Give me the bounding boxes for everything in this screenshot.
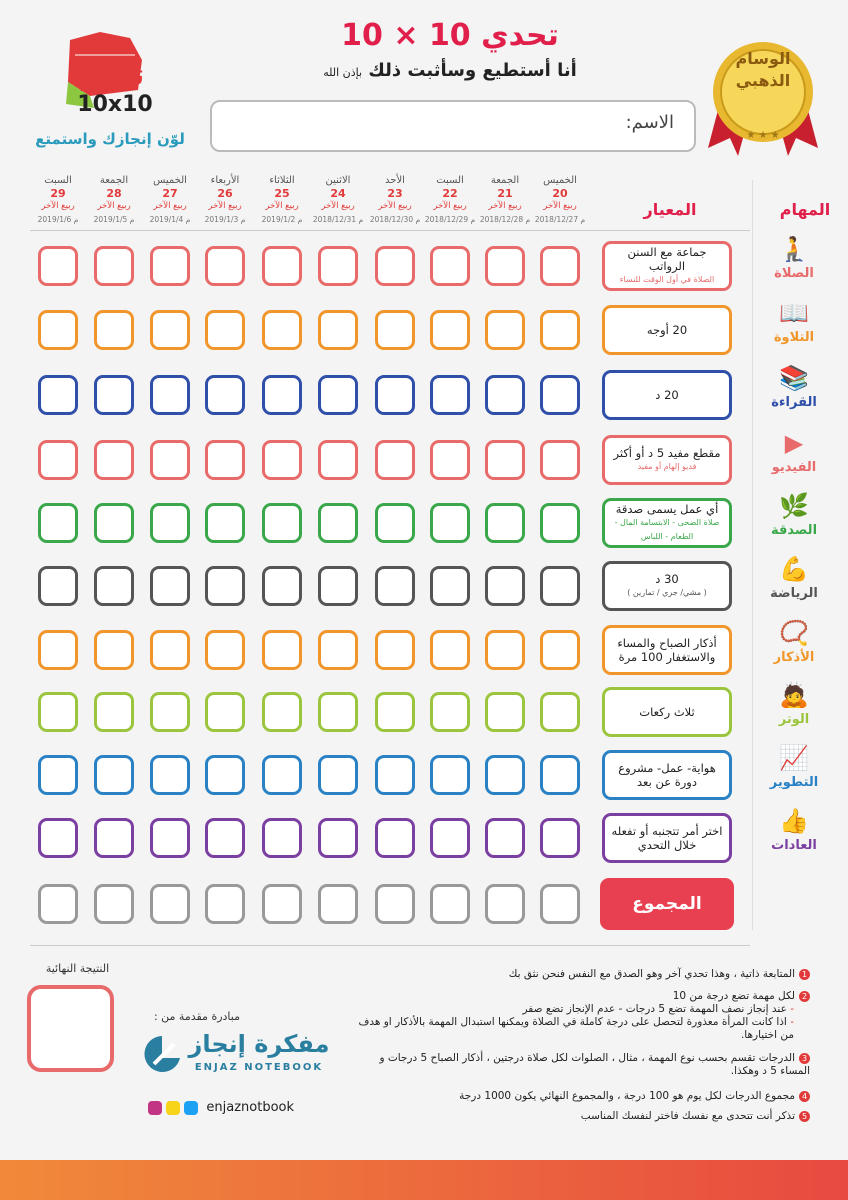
- score-box[interactable]: [94, 246, 134, 286]
- criteria-main: ثلاث ركعات: [639, 705, 695, 719]
- criteria-main: 20 د: [655, 388, 679, 402]
- task-label: الأذكار: [773, 650, 815, 665]
- note-subtext: اذا كانت المرأة معذورة لتحصل على درجة كاملة في الصلاة ويمكنها استبدال المهمة بالأذكار او هدف من اختيارها.: [358, 1016, 794, 1041]
- gregorian-date: 2019/1/3 م: [204, 215, 246, 224]
- score-box[interactable]: [485, 440, 525, 480]
- score-box[interactable]: [150, 375, 190, 415]
- criteria-box: [602, 687, 732, 737]
- day-number: 23: [387, 187, 403, 200]
- logo-number: 10x10: [77, 92, 153, 117]
- score-box[interactable]: [38, 630, 78, 670]
- task-item: [754, 554, 834, 601]
- muscle-icon: 💪: [779, 555, 809, 583]
- task-item: [754, 428, 834, 475]
- criteria-sub: فديو إلهام أو مفيد: [637, 462, 697, 471]
- task-label: الوتر: [778, 712, 810, 727]
- score-box[interactable]: [375, 503, 415, 543]
- total-box[interactable]: [375, 884, 415, 924]
- day-name: الأحد: [385, 175, 405, 186]
- day-name: السبت: [436, 175, 464, 186]
- score-box[interactable]: [150, 818, 190, 858]
- note-text: الدرجات تقسم بحسب نوع المهمة ، مثال ، الصلوات لكل صلاة درجتين ، أذكار الصباح 5 درجات و المساء 5 د وهكذا.: [379, 1052, 810, 1077]
- score-box[interactable]: [485, 375, 525, 415]
- criteria-box: [602, 813, 732, 863]
- note-number: 5: [799, 1111, 810, 1122]
- score-box[interactable]: [38, 692, 78, 732]
- score-box[interactable]: [150, 566, 190, 606]
- score-box[interactable]: [318, 630, 358, 670]
- score-box[interactable]: [430, 246, 470, 286]
- medal-text: [726, 48, 800, 92]
- score-box[interactable]: [94, 692, 134, 732]
- score-box[interactable]: [318, 375, 358, 415]
- note-item: [350, 990, 810, 1042]
- score-box[interactable]: [38, 246, 78, 286]
- note-text: تذكر أنت تتحدى مع نفسك فاختر لنفسك المناسب: [580, 1110, 795, 1122]
- criteria-box: [602, 561, 732, 611]
- criteria-main: مقطع مفيد 5 د أو أكثر: [613, 446, 721, 460]
- score-box[interactable]: [38, 818, 78, 858]
- task-label: التلاوة: [773, 330, 815, 345]
- score-box[interactable]: [540, 440, 580, 480]
- subtitle-small: بإذن الله: [323, 66, 363, 79]
- day-header: [369, 174, 421, 226]
- score-box[interactable]: [430, 440, 470, 480]
- task-item: [754, 618, 834, 665]
- books-icon: 📚: [779, 364, 809, 392]
- criteria-box: [602, 498, 732, 548]
- bottom-divider: [30, 945, 750, 946]
- criteria-main: اختر أمر تتجنبه أو تفعله خلال التحدي: [611, 824, 723, 852]
- score-box[interactable]: [94, 566, 134, 606]
- task-item: [754, 363, 834, 410]
- final-result-box[interactable]: [27, 985, 114, 1072]
- hijri-month: ربيع الآخر: [208, 201, 242, 211]
- score-box[interactable]: [262, 692, 302, 732]
- criteria-box: [602, 241, 732, 291]
- criteria-header: المعيار: [643, 200, 697, 219]
- prostrate-icon: 🙇: [779, 681, 809, 709]
- day-number: 28: [106, 187, 122, 200]
- score-box[interactable]: [262, 440, 302, 480]
- score-box[interactable]: [540, 692, 580, 732]
- gregorian-date: 2019/1/4 م: [149, 215, 191, 224]
- task-item: [754, 234, 834, 281]
- criteria-box: [602, 435, 732, 485]
- criteria-main: أذكار الصباح والمساء والاستغفار 100 مرة: [617, 636, 717, 664]
- instagram-icon[interactable]: [148, 1101, 162, 1115]
- total-box[interactable]: [94, 884, 134, 924]
- day-name: الأربعاء: [210, 175, 240, 186]
- score-box[interactable]: [262, 566, 302, 606]
- hijri-month: ربيع الآخر: [488, 201, 522, 211]
- day-name: الجمعة: [99, 175, 129, 186]
- criteria-box: [602, 625, 732, 675]
- score-box[interactable]: [540, 755, 580, 795]
- score-box[interactable]: [262, 503, 302, 543]
- hijri-month: ربيع الآخر: [265, 201, 299, 211]
- day-header: [312, 174, 364, 226]
- task-label: القراءة: [771, 395, 817, 410]
- score-box[interactable]: [94, 818, 134, 858]
- twitter-icon[interactable]: [184, 1101, 198, 1115]
- score-box[interactable]: [375, 440, 415, 480]
- score-box[interactable]: [430, 503, 470, 543]
- medal-line2: الذهبي: [735, 71, 791, 90]
- total-box[interactable]: [205, 884, 245, 924]
- name-field[interactable]: [210, 100, 696, 152]
- score-box[interactable]: [485, 566, 525, 606]
- score-box[interactable]: [485, 692, 525, 732]
- score-box[interactable]: [540, 818, 580, 858]
- score-box[interactable]: [205, 503, 245, 543]
- criteria-box: [602, 750, 732, 800]
- score-box[interactable]: [205, 566, 245, 606]
- note-item: [350, 1090, 810, 1103]
- task-label: العادات: [771, 838, 817, 853]
- subtitle-text: أنا أستطيع وسأثبت ذلك: [368, 60, 577, 81]
- note-number: 2: [799, 991, 810, 1002]
- day-header: [534, 174, 586, 226]
- note-subline: - اذا كانت المرأة معذورة لتحصل على درجة كاملة في الصلاة ويمكنها استبدال المهمة بالأذكار او هدف من اختيارها.: [358, 1016, 794, 1041]
- day-number: 26: [217, 187, 233, 200]
- criteria-sub: الصلاة في أول الوقت للنساء: [619, 275, 715, 284]
- score-box[interactable]: [485, 246, 525, 286]
- score-box[interactable]: [375, 755, 415, 795]
- day-number: 20: [552, 187, 568, 200]
- score-box[interactable]: [150, 503, 190, 543]
- day-name: الاثنين: [325, 175, 351, 186]
- final-result-label: النتيجة النهائية: [45, 962, 110, 975]
- hijri-month: ربيع الآخر: [543, 201, 577, 211]
- tasks-header: المهام: [779, 200, 831, 219]
- score-box[interactable]: [94, 755, 134, 795]
- score-box[interactable]: [150, 630, 190, 670]
- score-box[interactable]: [94, 310, 134, 350]
- day-header: [424, 174, 476, 226]
- score-box[interactable]: [540, 630, 580, 670]
- enjaz-logo-icon: [142, 1034, 182, 1080]
- score-box[interactable]: [375, 310, 415, 350]
- day-number: 21: [497, 187, 513, 200]
- note-text: مجموع الدرجات لكل يوم هو 100 درجة ، والمجموع النهائي يكون 1000 درجة: [459, 1090, 795, 1102]
- page-subtitle: [250, 60, 650, 81]
- total-box[interactable]: [262, 884, 302, 924]
- score-box[interactable]: [205, 630, 245, 670]
- task-item: [754, 298, 834, 345]
- gregorian-date: 2018/12/31 م: [312, 215, 364, 224]
- growth-chart-icon: 📈: [779, 744, 809, 772]
- criteria-main: جماعة مع السنن الرواتب: [627, 245, 707, 273]
- note-subtext: عند إنجاز نصف المهمة تضع 5 درجات - عدم الإنجاز تضع صفر: [522, 1003, 787, 1015]
- note-item: [350, 968, 810, 981]
- score-box[interactable]: [150, 246, 190, 286]
- logo-title: تحدي: [71, 58, 145, 91]
- score-box[interactable]: [205, 818, 245, 858]
- score-box[interactable]: [94, 503, 134, 543]
- criteria-sub: ( مشي/ جري / تمارين ): [627, 588, 707, 597]
- day-name: الخميس: [543, 175, 577, 186]
- score-box[interactable]: [205, 310, 245, 350]
- total-box[interactable]: [485, 884, 525, 924]
- tasks-divider: [752, 180, 753, 930]
- task-label: الفيديو: [771, 460, 817, 475]
- criteria-box: [602, 305, 732, 355]
- hijri-month: ربيع الآخر: [153, 201, 187, 211]
- task-item: [754, 680, 834, 727]
- name-label: الاسم:: [625, 112, 674, 133]
- score-box[interactable]: [485, 818, 525, 858]
- criteria-main: هواية- عمل- مشروع دورة عن بعد: [618, 761, 716, 789]
- score-box[interactable]: [540, 310, 580, 350]
- score-box[interactable]: [430, 755, 470, 795]
- score-box[interactable]: [430, 375, 470, 415]
- score-box[interactable]: [38, 310, 78, 350]
- score-box[interactable]: [262, 755, 302, 795]
- score-box[interactable]: [262, 310, 302, 350]
- task-item: [754, 491, 834, 538]
- score-box[interactable]: [262, 630, 302, 670]
- note-item: [350, 1052, 810, 1078]
- score-box[interactable]: [262, 818, 302, 858]
- note-item: [350, 1110, 810, 1123]
- day-header: [88, 174, 140, 226]
- total-label: المجموع: [600, 878, 734, 930]
- task-item: [754, 743, 834, 790]
- score-box[interactable]: [38, 440, 78, 480]
- criteria-main: 20 أوجه: [646, 323, 688, 337]
- score-box[interactable]: [318, 503, 358, 543]
- social-row: [148, 1100, 348, 1120]
- score-box[interactable]: [205, 440, 245, 480]
- page-title: تحدي 10 × 10: [341, 18, 559, 53]
- note-subline: - عند إنجاز نصف المهمة تضع 5 درجات - عدم الإنجاز تضع صفر: [522, 1003, 794, 1015]
- total-box[interactable]: [150, 884, 190, 924]
- gregorian-date: 2018/12/30 م: [369, 215, 421, 224]
- score-box[interactable]: [430, 630, 470, 670]
- score-box[interactable]: [485, 755, 525, 795]
- task-label: الصلاة: [774, 266, 814, 281]
- note-number: 1: [799, 969, 810, 980]
- day-header: [256, 174, 308, 226]
- day-name: السبت: [44, 175, 72, 186]
- score-box[interactable]: [318, 440, 358, 480]
- score-box[interactable]: [485, 310, 525, 350]
- gregorian-date: 2018/12/27 م: [534, 215, 586, 224]
- score-box[interactable]: [318, 692, 358, 732]
- note-number: 3: [799, 1053, 810, 1064]
- score-box[interactable]: [318, 566, 358, 606]
- note-text: المتابعة ذاتية ، وهذا تحدي آخر وهو الصدق مع النفس فنحن نثق بك: [508, 968, 795, 980]
- score-box[interactable]: [205, 375, 245, 415]
- brand-ar: مفكرة إنجاز: [188, 1030, 330, 1058]
- score-box[interactable]: [430, 566, 470, 606]
- score-box[interactable]: [262, 246, 302, 286]
- day-number: 27: [162, 187, 178, 200]
- beads-icon: 📿: [779, 619, 809, 647]
- score-box[interactable]: [375, 692, 415, 732]
- score-box[interactable]: [94, 630, 134, 670]
- score-box[interactable]: [540, 503, 580, 543]
- brand-en: ENJAZ NOTEBOOK: [194, 1062, 324, 1073]
- video-icon: ▶: [784, 429, 804, 457]
- task-label: الرياضة: [770, 586, 818, 601]
- total-box[interactable]: [540, 884, 580, 924]
- hijri-month: ربيع الآخر: [41, 201, 75, 211]
- score-box[interactable]: [375, 818, 415, 858]
- criteria-sub: صلاة الضحى - الابتسامة المال - الطعام - اللباس: [614, 518, 720, 541]
- day-number: 24: [330, 187, 346, 200]
- header-divider: [30, 230, 750, 231]
- day-name: الثلاثاء: [269, 175, 295, 186]
- task-label: الصدقة: [770, 523, 818, 538]
- score-box[interactable]: [318, 246, 358, 286]
- score-box[interactable]: [205, 246, 245, 286]
- initiative-label: مبادرة مقدمة من :: [153, 1010, 240, 1023]
- score-box[interactable]: [150, 755, 190, 795]
- medal-line1: الوسام: [735, 49, 791, 68]
- tagline: لوّن إنجازك واستمتع: [35, 130, 185, 148]
- brand-block: [140, 1030, 340, 1090]
- score-box[interactable]: [375, 630, 415, 670]
- day-number: 25: [274, 187, 290, 200]
- leaf-icon: 🌿: [779, 492, 809, 520]
- hijri-month: ربيع الآخر: [378, 201, 412, 211]
- score-box[interactable]: [375, 566, 415, 606]
- day-name: الخميس: [153, 175, 187, 186]
- criteria-main: 30 د: [655, 572, 679, 586]
- note-number: 4: [799, 1091, 810, 1102]
- day-header: [32, 174, 84, 226]
- total-box[interactable]: [318, 884, 358, 924]
- score-box[interactable]: [205, 692, 245, 732]
- hijri-month: ربيع الآخر: [433, 201, 467, 211]
- score-box[interactable]: [540, 246, 580, 286]
- score-box[interactable]: [540, 375, 580, 415]
- score-box[interactable]: [94, 375, 134, 415]
- score-box[interactable]: [430, 310, 470, 350]
- score-box[interactable]: [150, 692, 190, 732]
- score-box[interactable]: [38, 566, 78, 606]
- score-box[interactable]: [318, 755, 358, 795]
- total-box[interactable]: [38, 884, 78, 924]
- criteria-box: [602, 370, 732, 420]
- score-box[interactable]: [485, 630, 525, 670]
- day-header: [199, 174, 251, 226]
- score-box[interactable]: [318, 310, 358, 350]
- score-box[interactable]: [540, 566, 580, 606]
- score-box[interactable]: [38, 503, 78, 543]
- total-box[interactable]: [430, 884, 470, 924]
- score-box[interactable]: [485, 503, 525, 543]
- note-text: لكل مهمة تضع درجة من 10: [672, 990, 795, 1002]
- score-box[interactable]: [205, 755, 245, 795]
- score-box[interactable]: [150, 310, 190, 350]
- gregorian-date: 2018/12/28 م: [479, 215, 531, 224]
- gregorian-date: 2018/12/29 م: [424, 215, 476, 224]
- social-handle[interactable]: enjaznotbook: [206, 1100, 295, 1115]
- gregorian-date: 2019/1/6 م: [37, 215, 79, 224]
- day-number: 29: [50, 187, 66, 200]
- gregorian-date: 2019/1/5 م: [93, 215, 135, 224]
- gregorian-date: 2019/1/2 م: [261, 215, 303, 224]
- hijri-month: ربيع الآخر: [97, 201, 131, 211]
- score-box[interactable]: [150, 440, 190, 480]
- score-box[interactable]: [375, 246, 415, 286]
- score-box[interactable]: [38, 375, 78, 415]
- day-number: 22: [442, 187, 458, 200]
- svg-text:★ ★ ★: ★ ★ ★: [746, 130, 780, 141]
- task-item: [754, 806, 834, 853]
- day-header: [144, 174, 196, 226]
- footer-bar: [0, 1160, 848, 1200]
- score-box[interactable]: [38, 755, 78, 795]
- day-name: الجمعة: [490, 175, 520, 186]
- score-box[interactable]: [375, 375, 415, 415]
- day-header: [479, 174, 531, 226]
- quran-icon: 📖: [779, 299, 809, 327]
- thumbs-up-icon: 👍: [779, 807, 809, 835]
- score-box[interactable]: [430, 818, 470, 858]
- prayer-icon: 🧎: [779, 235, 809, 263]
- hijri-month: ربيع الآخر: [321, 201, 355, 211]
- snapchat-icon[interactable]: [166, 1101, 180, 1115]
- criteria-main: أي عمل يسمى صدقة: [615, 502, 719, 516]
- score-box[interactable]: [318, 818, 358, 858]
- score-box[interactable]: [94, 440, 134, 480]
- score-box[interactable]: [430, 692, 470, 732]
- task-label: التطوير: [769, 775, 819, 790]
- score-box[interactable]: [262, 375, 302, 415]
